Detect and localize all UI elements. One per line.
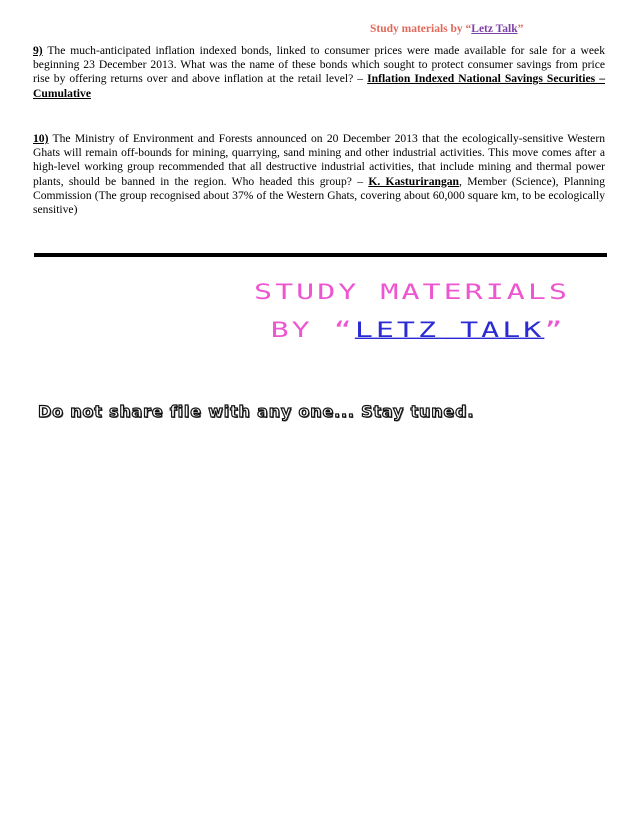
banner-open-quote: “ <box>333 318 355 343</box>
question-9 <box>33 44 605 101</box>
question-answer: K. Kasturirangan <box>368 174 459 188</box>
question-answer: Inflation Indexed National Savings Securities – Cumulative <box>33 72 605 100</box>
share-notice: Do not share file with any one... Stay tuned. <box>38 402 475 421</box>
banner-close-quote: ” <box>544 318 566 343</box>
page-header <box>370 23 600 35</box>
header-brand-link[interactable]: Letz Talk <box>471 23 518 35</box>
banner-line-1: STUDY MATERIALS <box>254 280 570 305</box>
header-suffix: ” <box>517 23 524 35</box>
question-number: 9) <box>33 44 43 57</box>
horizontal-divider <box>34 253 607 257</box>
banner-name: LETZ TALK <box>354 318 545 343</box>
question-number: 10) <box>33 132 49 145</box>
header-prefix: Study materials by “ <box>370 23 472 35</box>
question-text: The much-anticipated inflation indexed bonds, linked to consumer prices were made available for sale for a week beginning 23 December 2013. What was the name of these bonds which sought to protect consumer savings from price rise by offering returns over and above inflation at the retail level? – <box>33 44 605 86</box>
banner-line-2 <box>258 318 578 343</box>
question-10 <box>33 132 605 217</box>
question-text: The Ministry of Environment and Forests announced on 20 December 2013 that the ecologically-sensitive Western Ghats will remain off-bounds for mining, quarrying, sand mining and other industrial activities. This move comes after a high-level working group recommended that all destructive industrial activities, that include mining and thermal power plants, should be banned in the region. Who headed this group? – <box>33 132 605 188</box>
question-after: , Member (Science), Planning Commission (The group recognised about 37% of the Western Ghats, covering about 60,000 square km, to be ecologically sensitive) <box>33 174 606 217</box>
banner-by: BY <box>270 318 334 343</box>
